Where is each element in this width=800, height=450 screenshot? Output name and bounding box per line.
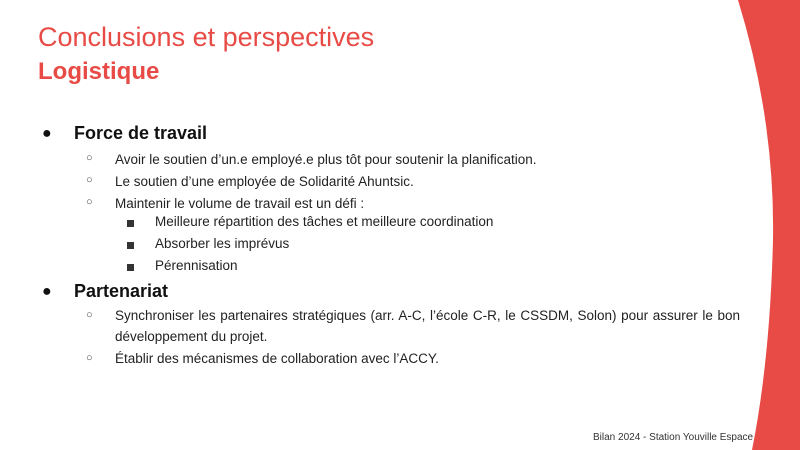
circle-bullet-icon: ○ bbox=[86, 152, 93, 164]
list-item: Maintenir le volume de travail est un défi : bbox=[115, 196, 365, 211]
slide-footer: Bilan 2024 - Station Youville Espace bbox=[593, 432, 754, 443]
section-heading: Force de travail bbox=[74, 123, 208, 143]
circle-bullet-icon: ○ bbox=[86, 352, 93, 364]
circle-bullet-icon: ○ bbox=[86, 196, 93, 208]
list-item: Avoir le soutien d’un.e employé.e plus tôt pour soutenir la planification. bbox=[115, 152, 537, 167]
slide-title: Conclusions et perspectives bbox=[38, 22, 375, 52]
bullet-icon: ● bbox=[42, 125, 52, 142]
sub-list-item: Absorber les imprévus bbox=[155, 236, 290, 251]
circle-bullet-icon: ○ bbox=[86, 174, 93, 186]
sub-list-item: Pérennisation bbox=[155, 258, 238, 273]
square-bullet-icon bbox=[127, 242, 134, 249]
square-bullet-icon bbox=[127, 220, 134, 227]
section-heading: Partenariat bbox=[74, 281, 169, 301]
slide-subtitle: Logistique bbox=[38, 58, 160, 85]
square-bullet-icon bbox=[127, 264, 134, 271]
list-item: Établir des mécanismes de collaboration avec l’ACCY. bbox=[115, 351, 439, 366]
circle-bullet-icon: ○ bbox=[86, 309, 93, 321]
list-item: Le soutien d’une employée de Solidarité Ahuntsic. bbox=[115, 174, 414, 189]
bullet-icon: ● bbox=[42, 283, 52, 300]
list-item: Synchroniser les partenaires stratégiques (arr. A-C, l’école C-R, le CSSDM, Solon) pour assurer le bon développement du projet. bbox=[115, 308, 740, 344]
sub-list-item: Meilleure répartition des tâches et meilleure coordination bbox=[155, 214, 494, 229]
